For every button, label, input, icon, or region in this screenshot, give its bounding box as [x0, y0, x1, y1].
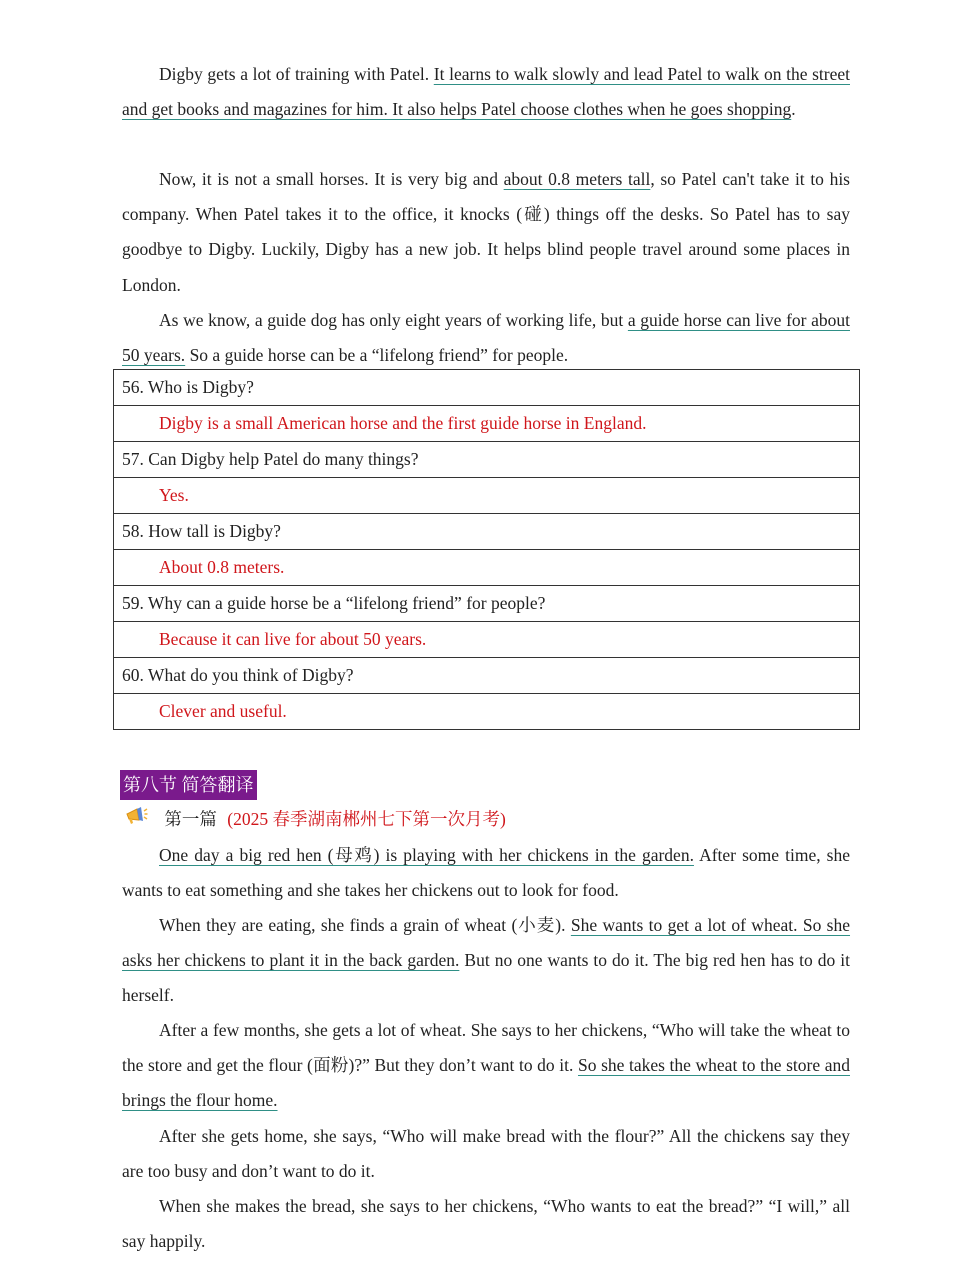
table-row: [114, 406, 860, 442]
table-row: [114, 442, 860, 478]
table-row: [114, 550, 860, 586]
underlined-key-sentence: One day a big red hen (母鸡) is playing with her chickens in the garden.: [159, 845, 694, 865]
question-56: 56. Who is Digby?: [114, 370, 860, 406]
question-58: 58. How tall is Digby?: [114, 514, 860, 550]
passage1-paragraph-2: Now, it is not a small horses. It is very big and about 0.8 meters tall, so Patel can't take it to his company. When Patel takes it to the office, it knocks (碰) things off the desks. So Patel has to say goodbye to Digby. Luckily, Digby has a new job. It helps blind people travel around some places in London.: [122, 169, 850, 295]
megaphone-icon: [124, 805, 148, 836]
underlined-key-sentence: about 0.8 meters tall: [503, 169, 651, 189]
underlined-key-sentence: It learns to walk slowly and lead Patel to walk on the street and get books and magazines for him. It also helps Patel choose clothes when he goes shopping: [122, 64, 850, 120]
passage2-paragraph-4: After she gets home, she says, “Who will make bread with the flour?” All the chickens say they are too busy and don’t want to do it.: [122, 1126, 850, 1182]
answer-59: Because it can live for about 50 years.: [114, 622, 860, 658]
underlined-key-sentence: a guide horse can live for about 50 years.: [122, 310, 850, 366]
table-row: [114, 694, 860, 730]
answer-56: Digby is a small American horse and the first guide horse in England.: [114, 406, 860, 442]
question-answer-table: [113, 369, 860, 730]
answer-58: About 0.8 meters.: [114, 550, 860, 586]
passage-source: (2025 春季湖南郴州七下第一次月考): [227, 809, 506, 829]
passage1-paragraph-1: Digby gets a lot of training with Patel. It learns to walk slowly and lead Patel to walk on the street and get books and magazines for him. It also helps Patel choose clothes when he goes shopping.: [122, 64, 850, 120]
table-row: [114, 478, 860, 514]
question-60: 60. What do you think of Digby?: [114, 658, 860, 694]
question-57: 57. Can Digby help Patel do many things?: [114, 442, 860, 478]
section-heading: 第八节 简答翻译: [120, 770, 257, 800]
passage2-paragraph-2: When they are eating, she finds a grain of wheat (小麦). She wants to get a lot of wheat. So she asks her chickens to plant it in the back garden. But no one wants to do it. The big red hen has to do it herself.: [122, 915, 851, 1006]
question-59: 59. Why can a guide horse be a “lifelong friend” for people?: [114, 586, 860, 622]
passage2-paragraph-3: After a few months, she gets a lot of wheat. She says to her chickens, “Who will take the wheat to the store and get the flour (面粉)?” But they don’t want to do it. So she takes the wheat to the store and brings the flour home.: [122, 1020, 850, 1111]
passage-title-row: [124, 804, 506, 836]
table-row: [114, 586, 860, 622]
passage1-paragraph-3: As we know, a guide dog has only eight years of working life, but a guide horse can live for about 50 years. So a guide horse can be a “lifelong friend” for people.: [122, 310, 850, 366]
passage2-paragraph-1: One day a big red hen (母鸡) is playing with her chickens in the garden. After some time, she wants to eat something and she takes her chickens out to look for food.: [122, 845, 850, 901]
table-row: [114, 370, 860, 406]
underlined-key-sentence: She wants to get a lot of wheat. So she asks her chickens to plant it in the back garden.: [122, 915, 851, 971]
answer-57: Yes.: [114, 478, 860, 514]
passage2-paragraph-5: When she makes the bread, she says to her chickens, “Who wants to eat the bread?” “I will,” all say happily.: [122, 1196, 850, 1252]
underlined-key-sentence: So she takes the wheat to the store and brings the flour home.: [122, 1055, 850, 1111]
answer-60: Clever and useful.: [114, 694, 860, 730]
table-row: [114, 622, 860, 658]
table-row: [114, 658, 860, 694]
passage-title: 第一篇: [164, 809, 217, 829]
table-row: [114, 514, 860, 550]
